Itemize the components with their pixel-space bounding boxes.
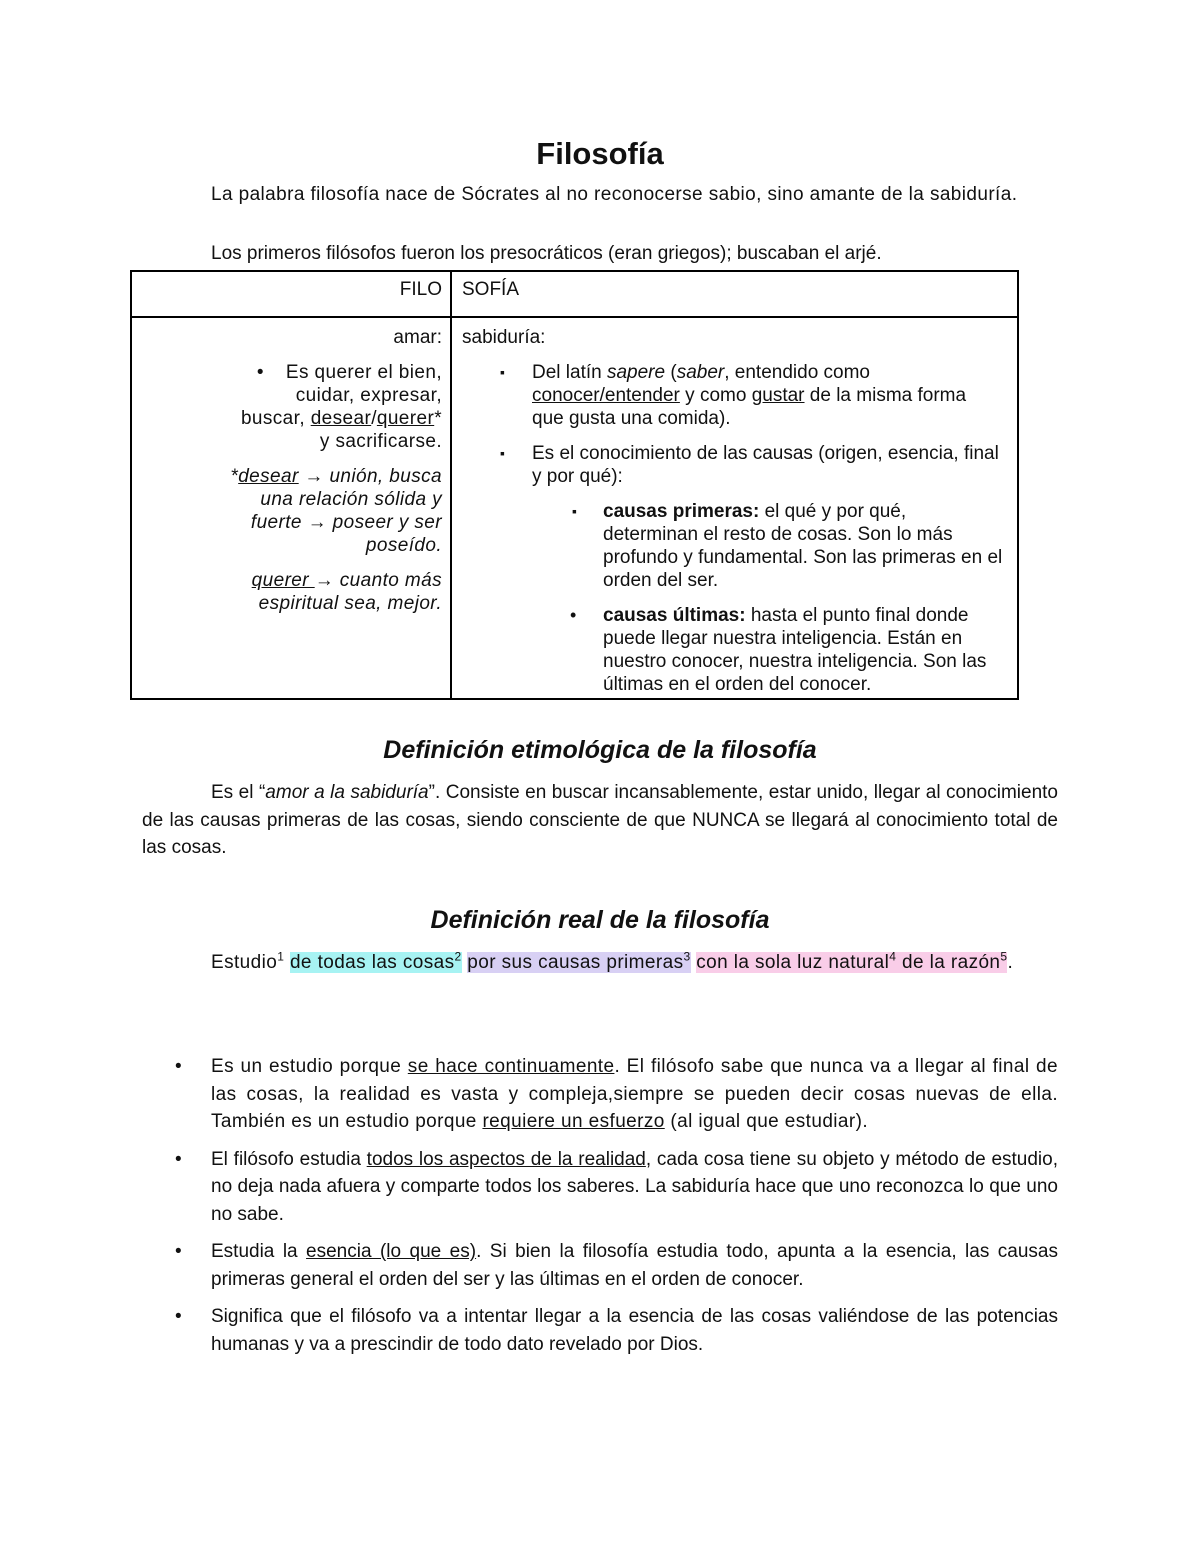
text-run: con la sola luz natural xyxy=(696,952,890,973)
desear-note-line-4: poseído. xyxy=(365,535,442,556)
desear-note-word: desear xyxy=(238,466,299,487)
underlined-phrase: requiere un esfuerzo xyxy=(482,1111,665,1132)
text-run: / xyxy=(371,408,377,429)
text-run: por sus causas primeras xyxy=(467,952,684,973)
text-run: de la xyxy=(896,952,946,973)
text-run: (al igual que estudiar). xyxy=(664,1111,869,1132)
sofia-cell xyxy=(451,317,1018,699)
causas-ultimas-label: causas últimas: xyxy=(603,605,746,626)
intro-paragraph-2: Los primeros filósofos fueron los presocráticos (eran griegos); buscaban el arjé. xyxy=(211,243,882,264)
text-run: y como xyxy=(679,385,752,406)
sofia-subitem-primeras xyxy=(462,500,1005,592)
filo-cell xyxy=(131,317,451,699)
desear-note xyxy=(132,465,442,557)
text-run: Del latín xyxy=(532,362,607,383)
desear-note-line-3: fuerte → poseer y ser xyxy=(250,512,442,533)
bullet-marker: • xyxy=(175,1148,182,1170)
underlined-phrase: se hace continuamente xyxy=(407,1056,615,1077)
intro-paragraph-1: La palabra filosofía nace de Sócrates al no reconocerse sabio, sino amante de la sabiduría. xyxy=(211,184,1018,205)
gustar-word: gustar xyxy=(751,385,805,406)
underlined-phrase: esencia (lo que es) xyxy=(306,1241,477,1262)
text-run: , cada cosa tiene su objeto y método de estudio, no deja nada afuera y comparte todos los saberes. La sabiduría hace que uno reconozca lo que uno no sabe. xyxy=(211,1148,1059,1225)
filo-bullet-line-1: Es querer el bien, xyxy=(285,362,442,383)
sofia-term: sabiduría: xyxy=(462,327,546,348)
underlined-phrase: todos los aspectos de la realidad xyxy=(366,1148,646,1170)
footnote-3: 3 xyxy=(683,949,691,964)
text-run: ( xyxy=(665,362,677,383)
bullet-marker: • xyxy=(175,1056,183,1077)
text-run: de la misma forma xyxy=(804,385,967,406)
bullet-marker: • xyxy=(175,1306,182,1327)
footnote-4: 4 xyxy=(889,949,897,964)
text-run: hasta el punto final donde puede llegar nuestra inteligencia. Están en nuestro conocer, nuestra inteligencia. Son las últimas en el orden del conocer. xyxy=(603,605,987,695)
bullet-marker: • xyxy=(256,362,264,383)
filo-bullet-line-2: cuidar, expresar, xyxy=(295,385,442,406)
square-bullet-icon: ▪ xyxy=(500,445,505,461)
text-run: Es el “ xyxy=(211,782,266,803)
text-run: , entendido como xyxy=(724,362,870,383)
conocer-entender-word: conocer/entender xyxy=(532,385,680,406)
highlight-todas-las-cosas xyxy=(289,949,462,973)
explanation-list xyxy=(142,1053,1058,1368)
square-bullet-icon: ▪ xyxy=(572,503,577,519)
filo-bullet xyxy=(132,361,442,453)
text-run: y por qué): xyxy=(532,466,623,487)
etymological-paragraph xyxy=(142,779,1058,862)
highlight-causas-primeras xyxy=(467,949,691,973)
filo-sofia-table xyxy=(130,270,1019,700)
page-title: Filosofía xyxy=(536,136,664,171)
table-body-row xyxy=(131,317,1018,699)
text-run: . El filósofo sabe que nunca va a llegar al final de las cosas, la realidad es vasta y compleja,siempre se pueden decir cosas nuevas de ella. También es un estudio porque xyxy=(211,1056,1058,1132)
text-run: → cuanto más xyxy=(314,570,442,591)
table-header-row xyxy=(131,271,1018,317)
text-run: de todas las cosas xyxy=(289,952,455,973)
text-run: buscar, xyxy=(240,408,311,429)
filo-bullet-line-4: y sacrificarse. xyxy=(319,431,442,452)
sofia-item-latin xyxy=(462,361,1005,430)
desear-note-line-2: una relación sólida y xyxy=(260,489,442,510)
quoted-definition: amor a la sabiduría xyxy=(265,782,429,803)
querer-note xyxy=(132,569,442,615)
heading-etymological-definition: Definición etimológica de la filosofía xyxy=(383,736,817,764)
saber-word: saber xyxy=(676,362,725,383)
footnote-2: 2 xyxy=(454,949,462,964)
header-sofia: SOFÍA xyxy=(451,271,1018,317)
text-run: Estudio xyxy=(211,952,278,973)
text-run: el qué y por qué, determinan el resto de cosas. Son lo más profundo y fundamental. Son las primeras en el orden del ser. xyxy=(603,501,1003,591)
list-item xyxy=(142,1303,1058,1358)
real-definition-paragraph xyxy=(142,949,1058,977)
text-run: ”. Consiste en buscar incansablemente, estar unido, llegar al conocimiento de las causas primeras de las cosas, siendo consciente de que NUNCA se llegará al conocimiento total de las cosas. xyxy=(142,782,1058,858)
text-run: * xyxy=(434,408,442,429)
text-run: que gusta una comida). xyxy=(532,408,731,429)
text-run: El filósofo estudia xyxy=(211,1148,367,1170)
text-run: Es el conocimiento de las causas (origen, esencia, final xyxy=(532,443,999,464)
text-run: Significa que el filósofo va a intentar llegar a la esencia de las cosas valiéndose de las potencias humanas y va a prescindir de todo dato revelado por Dios. xyxy=(211,1306,1058,1355)
footnote-5: 5 xyxy=(1000,949,1008,964)
querer-note-line-2: espiritual sea, mejor. xyxy=(258,593,442,614)
filo-term: amar: xyxy=(393,327,442,348)
round-bullet-icon: • xyxy=(570,605,577,625)
text-run: Es un estudio porque xyxy=(211,1056,408,1077)
text-run: . Si bien la filosofía estudia todo, apunta a la esencia, las causas primeras general el orden del ser y las últimas en el orden de conocer. xyxy=(211,1241,1058,1290)
querer-word: querer xyxy=(376,408,435,429)
filo-bullet-line-3 xyxy=(132,407,442,430)
square-bullet-icon: ▪ xyxy=(500,364,505,380)
bullet-marker: • xyxy=(175,1241,182,1262)
highlight-luz-natural-razon xyxy=(696,949,1008,973)
text-run: . xyxy=(1007,952,1014,973)
sofia-item-causas xyxy=(462,442,1005,488)
causas-primeras-label: causas primeras: xyxy=(603,501,760,522)
text-run: * xyxy=(230,466,239,487)
sofia-subitem-ultimas xyxy=(462,604,1005,696)
querer-note-word: querer xyxy=(251,570,315,591)
list-item xyxy=(142,1238,1058,1293)
text-run: Estudia la xyxy=(211,1241,307,1262)
footnote-1: 1 xyxy=(277,949,285,964)
list-item xyxy=(142,1146,1058,1229)
text-run: razón xyxy=(950,952,1001,973)
list-item xyxy=(142,1053,1058,1136)
sofia-list xyxy=(462,361,1005,696)
text-run: → unión, busca xyxy=(298,466,442,487)
desear-word: desear xyxy=(310,408,372,429)
heading-real-definition: Definición real de la filosofía xyxy=(430,906,770,934)
sapere-word: sapere xyxy=(606,362,666,383)
header-filo: FILO xyxy=(131,271,451,317)
